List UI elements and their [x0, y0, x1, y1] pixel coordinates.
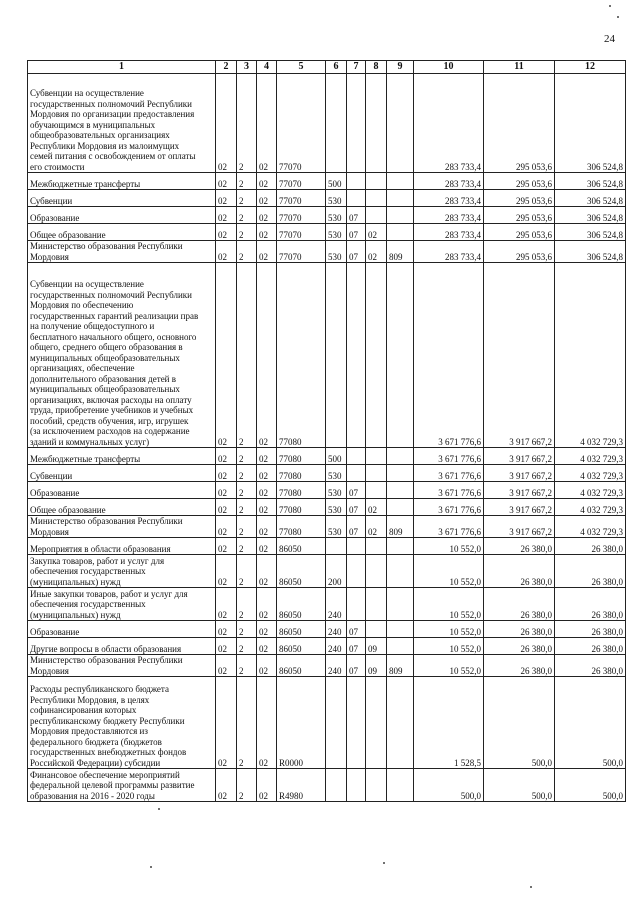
page-number: 24 — [604, 33, 615, 45]
ministry-code-cell — [387, 677, 414, 769]
col4-cell: 02 — [257, 677, 277, 769]
ministry-code-cell — [387, 465, 414, 482]
col4-cell: 02 — [257, 555, 277, 588]
subsection-cell: 02 — [366, 516, 387, 538]
target-article-cell: 86050 — [277, 538, 326, 555]
subsection-cell — [366, 465, 387, 482]
ministry-code-cell — [387, 263, 414, 448]
amount-col12-cell: 26 380,0 — [555, 655, 626, 677]
target-article-cell: R0000 — [277, 677, 326, 769]
col4-cell: 02 — [257, 655, 277, 677]
col3-cell: 2 — [237, 241, 257, 263]
amount-col10-cell: 283 733,4 — [414, 224, 484, 241]
col-header-7: 7 — [347, 61, 366, 74]
ministry-code-cell — [387, 499, 414, 516]
col3-cell: 2 — [237, 638, 257, 655]
row-description: Министерство образования Республики Мордовия — [28, 655, 216, 677]
subsection-cell — [366, 263, 387, 448]
amount-col12-cell: 4 032 729,3 — [555, 448, 626, 465]
section-cell — [347, 465, 366, 482]
row-description: Иные закупки товаров, работ и услуг для обеспечения государственных (муниципальных) нужд — [28, 588, 216, 621]
col-header-10: 10 — [414, 61, 484, 74]
section-cell — [347, 173, 366, 190]
subsection-cell: 02 — [366, 241, 387, 263]
col2-cell: 02 — [216, 207, 237, 224]
amount-col11-cell: 3 917 667,2 — [484, 482, 555, 499]
amount-col12-cell: 26 380,0 — [555, 538, 626, 555]
table-row — [28, 677, 626, 769]
amount-col11-cell: 26 380,0 — [484, 555, 555, 588]
amount-col11-cell: 3 917 667,2 — [484, 448, 555, 465]
table-row — [28, 516, 626, 538]
ministry-code-cell — [387, 769, 414, 802]
amount-col12-cell: 306 524,8 — [555, 224, 626, 241]
section-cell — [347, 555, 366, 588]
expense-type-cell — [326, 769, 347, 802]
col3-cell: 2 — [237, 465, 257, 482]
amount-col11-cell: 26 380,0 — [484, 588, 555, 621]
col4-cell: 02 — [257, 173, 277, 190]
amount-col11-cell: 295 053,6 — [484, 74, 555, 173]
row-description: Министерство образования Республики Мордовия — [28, 241, 216, 263]
amount-col11-cell: 500,0 — [484, 769, 555, 802]
ministry-code-cell — [387, 207, 414, 224]
ministry-code-cell: 809 — [387, 516, 414, 538]
expense-type-cell — [326, 74, 347, 173]
section-cell — [347, 448, 366, 465]
col2-cell: 02 — [216, 465, 237, 482]
subsection-cell — [366, 677, 387, 769]
row-description: Общее образование — [28, 224, 216, 241]
table-row — [28, 555, 626, 588]
target-article-cell: 77070 — [277, 207, 326, 224]
col4-cell: 02 — [257, 538, 277, 555]
amount-col12-cell: 4 032 729,3 — [555, 516, 626, 538]
section-cell — [347, 769, 366, 802]
ministry-code-cell — [387, 538, 414, 555]
expense-type-cell: 530 — [326, 516, 347, 538]
target-article-cell: 77080 — [277, 448, 326, 465]
amount-col11-cell: 26 380,0 — [484, 538, 555, 555]
amount-col12-cell: 306 524,8 — [555, 173, 626, 190]
ministry-code-cell: 809 — [387, 241, 414, 263]
subsection-cell — [366, 769, 387, 802]
table-row — [28, 465, 626, 482]
table-row — [28, 241, 626, 263]
col2-cell: 02 — [216, 190, 237, 207]
col3-cell: 2 — [237, 482, 257, 499]
col-header-12: 12 — [555, 61, 626, 74]
target-article-cell: 77080 — [277, 263, 326, 448]
col4-cell: 02 — [257, 190, 277, 207]
col4-cell: 02 — [257, 516, 277, 538]
row-description: Образование — [28, 207, 216, 224]
subsection-cell — [366, 74, 387, 173]
subsection-cell — [366, 538, 387, 555]
amount-col12-cell: 500,0 — [555, 677, 626, 769]
expense-type-cell: 240 — [326, 655, 347, 677]
col-header-2: 2 — [216, 61, 237, 74]
expense-type-cell: 530 — [326, 241, 347, 263]
section-cell: 07 — [347, 638, 366, 655]
col3-cell: 2 — [237, 263, 257, 448]
col4-cell: 02 — [257, 638, 277, 655]
col4-cell: 02 — [257, 241, 277, 263]
scan-speck — [617, 16, 619, 18]
section-cell: 07 — [347, 224, 366, 241]
col4-cell: 02 — [257, 224, 277, 241]
amount-col10-cell: 3 671 776,6 — [414, 516, 484, 538]
col-header-4: 4 — [257, 61, 277, 74]
row-description: Общее образование — [28, 499, 216, 516]
row-description: Субвенции на осуществление государственных полномочий Республики Мордовия по организации предоставления обучающимся в муниципальных общеобразовательных организациях Республики Мордовия из малоимущих семей питания с освобождением от оплаты его стоимости — [28, 74, 216, 173]
scan-speck — [150, 866, 152, 868]
amount-col10-cell: 500,0 — [414, 769, 484, 802]
col3-cell: 2 — [237, 499, 257, 516]
scan-speck — [158, 808, 160, 810]
col2-cell: 02 — [216, 224, 237, 241]
subsection-cell — [366, 621, 387, 638]
col2-cell: 02 — [216, 638, 237, 655]
target-article-cell: 86050 — [277, 588, 326, 621]
section-cell: 07 — [347, 655, 366, 677]
col4-cell: 02 — [257, 465, 277, 482]
col3-cell: 2 — [237, 448, 257, 465]
amount-col10-cell: 3 671 776,6 — [414, 448, 484, 465]
expense-type-cell: 530 — [326, 207, 347, 224]
row-description: Расходы республиканского бюджета Республики Мордовия, в целях софинансирования которых республиканскому бюджету Республики Мордовия предоставляются из федерального бюджета (бюджетов государственных внебюджетных фондов Российской Федерации) субсидии — [28, 677, 216, 769]
col3-cell: 2 — [237, 555, 257, 588]
table-row — [28, 499, 626, 516]
col2-cell: 02 — [216, 448, 237, 465]
col2-cell: 02 — [216, 769, 237, 802]
target-article-cell: 77080 — [277, 499, 326, 516]
table-row — [28, 224, 626, 241]
col3-cell: 2 — [237, 74, 257, 173]
col2-cell: 02 — [216, 621, 237, 638]
col3-cell: 2 — [237, 769, 257, 802]
amount-col10-cell: 283 733,4 — [414, 207, 484, 224]
col2-cell: 02 — [216, 263, 237, 448]
ministry-code-cell — [387, 588, 414, 621]
col-header-9: 9 — [387, 61, 414, 74]
target-article-cell: 77070 — [277, 224, 326, 241]
ministry-code-cell: 809 — [387, 655, 414, 677]
col2-cell: 02 — [216, 677, 237, 769]
row-description: Субвенции — [28, 190, 216, 207]
section-cell — [347, 677, 366, 769]
amount-col10-cell: 283 733,4 — [414, 190, 484, 207]
table-row — [28, 621, 626, 638]
col3-cell: 2 — [237, 677, 257, 769]
section-cell: 07 — [347, 499, 366, 516]
amount-col11-cell: 26 380,0 — [484, 638, 555, 655]
table-row — [28, 655, 626, 677]
section-cell — [347, 190, 366, 207]
subsection-cell — [366, 448, 387, 465]
amount-col11-cell: 295 053,6 — [484, 224, 555, 241]
expense-type-cell: 530 — [326, 465, 347, 482]
target-article-cell: 77070 — [277, 241, 326, 263]
ministry-code-cell — [387, 621, 414, 638]
table-row — [28, 482, 626, 499]
amount-col12-cell: 306 524,8 — [555, 74, 626, 173]
amount-col10-cell: 10 552,0 — [414, 655, 484, 677]
target-article-cell: R4980 — [277, 769, 326, 802]
col2-cell: 02 — [216, 516, 237, 538]
table-row — [28, 190, 626, 207]
amount-col11-cell: 295 053,6 — [484, 190, 555, 207]
amount-col12-cell: 4 032 729,3 — [555, 482, 626, 499]
col4-cell: 02 — [257, 74, 277, 173]
amount-col11-cell: 3 917 667,2 — [484, 499, 555, 516]
amount-col12-cell: 26 380,0 — [555, 588, 626, 621]
ministry-code-cell — [387, 555, 414, 588]
table-row — [28, 588, 626, 621]
section-cell: 07 — [347, 482, 366, 499]
amount-col11-cell: 26 380,0 — [484, 655, 555, 677]
amount-col11-cell: 295 053,6 — [484, 207, 555, 224]
section-cell: 07 — [347, 621, 366, 638]
row-description: Финансовое обеспечение мероприятий федеральной целевой программы развитие образования на 2016 - 2020 годы — [28, 769, 216, 802]
row-description: Межбюджетные трансферты — [28, 448, 216, 465]
col3-cell: 2 — [237, 655, 257, 677]
section-cell — [347, 588, 366, 621]
ministry-code-cell — [387, 638, 414, 655]
col2-cell: 02 — [216, 241, 237, 263]
amount-col12-cell: 306 524,8 — [555, 207, 626, 224]
col2-cell: 02 — [216, 588, 237, 621]
col2-cell: 02 — [216, 173, 237, 190]
amount-col12-cell: 4 032 729,3 — [555, 263, 626, 448]
col-header-5: 5 — [277, 61, 326, 74]
amount-col11-cell: 3 917 667,2 — [484, 263, 555, 448]
amount-col12-cell: 306 524,8 — [555, 241, 626, 263]
table-row — [28, 538, 626, 555]
table-body — [28, 74, 626, 802]
amount-col10-cell: 3 671 776,6 — [414, 499, 484, 516]
subsection-cell: 02 — [366, 224, 387, 241]
subsection-cell: 09 — [366, 655, 387, 677]
subsection-cell: 02 — [366, 499, 387, 516]
amount-col12-cell: 26 380,0 — [555, 621, 626, 638]
target-article-cell: 86050 — [277, 555, 326, 588]
table-row — [28, 448, 626, 465]
col2-cell: 02 — [216, 555, 237, 588]
expense-type-cell — [326, 263, 347, 448]
amount-col11-cell: 295 053,6 — [484, 241, 555, 263]
table-row — [28, 74, 626, 173]
amount-col10-cell: 3 671 776,6 — [414, 263, 484, 448]
amount-col10-cell: 10 552,0 — [414, 638, 484, 655]
subsection-cell — [366, 482, 387, 499]
table-row — [28, 207, 626, 224]
col4-cell: 02 — [257, 207, 277, 224]
section-cell: 07 — [347, 207, 366, 224]
subsection-cell — [366, 173, 387, 190]
amount-col10-cell: 3 671 776,6 — [414, 465, 484, 482]
row-description: Мероприятия в области образования — [28, 538, 216, 555]
col-header-3: 3 — [237, 61, 257, 74]
header-row — [28, 61, 626, 74]
expense-type-cell: 530 — [326, 224, 347, 241]
target-article-cell: 77070 — [277, 190, 326, 207]
col4-cell: 02 — [257, 769, 277, 802]
row-description: Закупка товаров, работ и услуг для обеспечения государственных (муниципальных) нужд — [28, 555, 216, 588]
amount-col10-cell: 3 671 776,6 — [414, 482, 484, 499]
amount-col10-cell: 283 733,4 — [414, 173, 484, 190]
expense-type-cell: 530 — [326, 499, 347, 516]
expense-type-cell: 530 — [326, 482, 347, 499]
table-row — [28, 263, 626, 448]
col4-cell: 02 — [257, 482, 277, 499]
expense-type-cell: 500 — [326, 448, 347, 465]
target-article-cell: 86050 — [277, 655, 326, 677]
table-row — [28, 638, 626, 655]
amount-col12-cell: 26 380,0 — [555, 638, 626, 655]
col4-cell: 02 — [257, 448, 277, 465]
target-article-cell: 77070 — [277, 173, 326, 190]
amount-col11-cell: 500,0 — [484, 677, 555, 769]
col3-cell: 2 — [237, 207, 257, 224]
expense-type-cell: 200 — [326, 555, 347, 588]
amount-col12-cell: 4 032 729,3 — [555, 499, 626, 516]
ministry-code-cell — [387, 190, 414, 207]
section-cell: 07 — [347, 241, 366, 263]
amount-col10-cell: 10 552,0 — [414, 588, 484, 621]
section-cell — [347, 74, 366, 173]
col4-cell: 02 — [257, 588, 277, 621]
ministry-code-cell — [387, 482, 414, 499]
col-header-8: 8 — [366, 61, 387, 74]
table-row — [28, 173, 626, 190]
subsection-cell — [366, 207, 387, 224]
ministry-code-cell — [387, 173, 414, 190]
col3-cell: 2 — [237, 538, 257, 555]
target-article-cell: 77080 — [277, 465, 326, 482]
amount-col11-cell: 26 380,0 — [484, 621, 555, 638]
row-description: Министерство образования Республики Мордовия — [28, 516, 216, 538]
expense-type-cell: 530 — [326, 190, 347, 207]
scan-speck — [383, 862, 385, 864]
col-header-6: 6 — [326, 61, 347, 74]
row-description: Другие вопросы в области образования — [28, 638, 216, 655]
amount-col12-cell: 4 032 729,3 — [555, 465, 626, 482]
subsection-cell: 09 — [366, 638, 387, 655]
section-cell — [347, 538, 366, 555]
col4-cell: 02 — [257, 499, 277, 516]
col3-cell: 2 — [237, 588, 257, 621]
expense-type-cell: 500 — [326, 173, 347, 190]
col3-cell: 2 — [237, 621, 257, 638]
target-article-cell: 77080 — [277, 482, 326, 499]
col4-cell: 02 — [257, 621, 277, 638]
ministry-code-cell — [387, 448, 414, 465]
ministry-code-cell — [387, 224, 414, 241]
amount-col12-cell: 26 380,0 — [555, 555, 626, 588]
ministry-code-cell — [387, 74, 414, 173]
section-cell — [347, 263, 366, 448]
amount-col12-cell: 500,0 — [555, 769, 626, 802]
col3-cell: 2 — [237, 516, 257, 538]
subsection-cell — [366, 555, 387, 588]
target-article-cell: 77080 — [277, 516, 326, 538]
target-article-cell: 77070 — [277, 74, 326, 173]
amount-col10-cell: 1 528,5 — [414, 677, 484, 769]
expense-type-cell: 240 — [326, 621, 347, 638]
col3-cell: 2 — [237, 173, 257, 190]
col-header-1: 1 — [28, 61, 216, 74]
row-description: Субвенции — [28, 465, 216, 482]
subsection-cell — [366, 588, 387, 621]
col4-cell: 02 — [257, 263, 277, 448]
col2-cell: 02 — [216, 482, 237, 499]
col2-cell: 02 — [216, 74, 237, 173]
expense-type-cell — [326, 677, 347, 769]
target-article-cell: 86050 — [277, 621, 326, 638]
amount-col11-cell: 295 053,6 — [484, 173, 555, 190]
col-header-11: 11 — [484, 61, 555, 74]
scan-speck — [609, 5, 611, 7]
section-cell: 07 — [347, 516, 366, 538]
expense-type-cell: 240 — [326, 638, 347, 655]
target-article-cell: 86050 — [277, 638, 326, 655]
row-description: Образование — [28, 482, 216, 499]
col3-cell: 2 — [237, 190, 257, 207]
amount-col10-cell: 10 552,0 — [414, 538, 484, 555]
col2-cell: 02 — [216, 499, 237, 516]
subsection-cell — [366, 190, 387, 207]
amount-col10-cell: 10 552,0 — [414, 555, 484, 588]
col3-cell: 2 — [237, 224, 257, 241]
col2-cell: 02 — [216, 538, 237, 555]
row-description: Субвенции на осуществление государственных полномочий Республики Мордовия по обеспечению государственных гарантий реализации прав на получение общедоступного и бесплатного начального общего, основного общего, среднего общего образования в муниципальных общеобразовательных организациях, обеспечение дополнительного образования детей в муниципальных общеобразовательных организациях, включая расходы на оплату труда, приобретение учебников и учебных пособий, средств обучения, игр, игрушек (за исключением расходов на содержание зданий и коммунальных услуг) — [28, 263, 216, 448]
expense-type-cell: 240 — [326, 588, 347, 621]
scan-speck — [530, 886, 532, 888]
amount-col11-cell: 3 917 667,2 — [484, 516, 555, 538]
amount-col10-cell: 283 733,4 — [414, 241, 484, 263]
col2-cell: 02 — [216, 655, 237, 677]
row-description: Образование — [28, 621, 216, 638]
amount-col10-cell: 10 552,0 — [414, 621, 484, 638]
budget-table — [27, 60, 626, 802]
table-row — [28, 769, 626, 802]
expense-type-cell — [326, 538, 347, 555]
amount-col11-cell: 3 917 667,2 — [484, 465, 555, 482]
amount-col10-cell: 283 733,4 — [414, 74, 484, 173]
amount-col12-cell: 306 524,8 — [555, 190, 626, 207]
row-description: Межбюджетные трансферты — [28, 173, 216, 190]
